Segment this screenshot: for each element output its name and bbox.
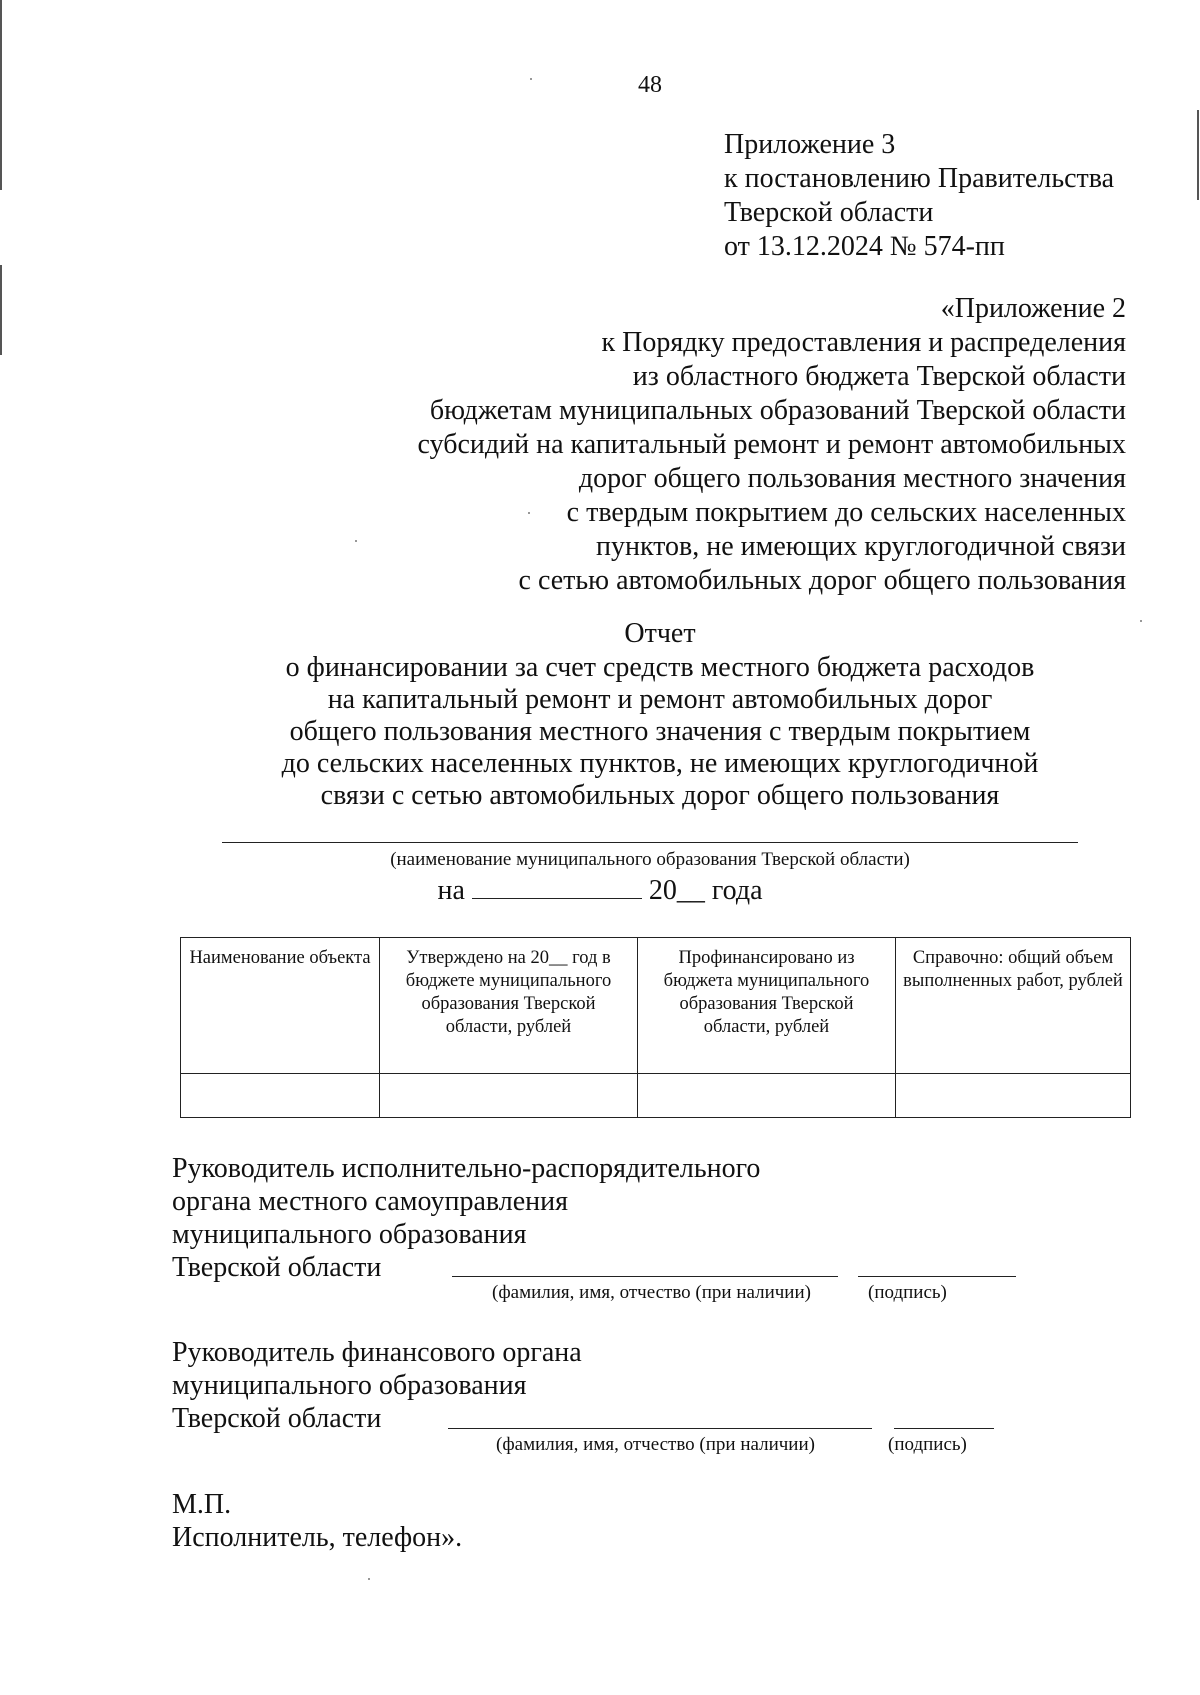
signature-title-line: Тверской области [172, 1403, 382, 1434]
appendix-2-line: субсидий на капитальный ремонт и ремонт автомобильных [417, 429, 1126, 460]
report-subject-line: на капитальный ремонт и ремонт автомобильных дорог [327, 684, 993, 715]
scan-speck [530, 78, 532, 80]
signature-line [894, 1428, 994, 1429]
scan-edge-mark [1197, 110, 1199, 200]
column-header-approved: Утверждено на 20__ год в бюджете муниципального образования Тверской области, рублей [380, 938, 638, 1074]
period-prefix: на [437, 875, 465, 906]
municipality-name-line [222, 842, 1078, 843]
appendix-2-header [418, 292, 1126, 598]
table-cell [896, 1074, 1131, 1118]
footer [172, 1488, 462, 1554]
name-signature-line [448, 1428, 872, 1429]
appendix-2-line: пунктов, не имеющих круглогодичной связи [595, 531, 1126, 562]
signature-caption: (подпись) [868, 1282, 947, 1303]
scan-speck [1140, 620, 1142, 622]
column-header-object-name: Наименование объекта [181, 938, 380, 1074]
table-cell [638, 1074, 896, 1118]
scan-speck [368, 1578, 370, 1580]
seal-mark: М.П. [172, 1489, 232, 1520]
appendix-2-line: к Порядку предоставления и распределения [601, 327, 1126, 358]
signature-title-line: Руководитель финансового органа [172, 1337, 582, 1368]
scan-edge-mark [0, 0, 2, 190]
appendix-2-line: с твердым покрытием до сельских населенных [566, 497, 1126, 528]
signature-line [858, 1276, 1016, 1277]
period-blank [472, 872, 642, 899]
page-number: 48 [638, 72, 662, 98]
report-subject-line: общего пользования местного значения с твердым покрытием [289, 716, 1031, 747]
signature-title-line: муниципального образования [172, 1370, 527, 1401]
signature-block-executive [172, 1152, 760, 1284]
report-subject-line: связи с сетью автомобильных дорог общего пользования [320, 780, 1000, 811]
table-cell [181, 1074, 380, 1118]
report-title: Отчет [624, 618, 696, 649]
report-subject-line: о финансировании за счет средств местного бюджета расходов [285, 652, 1035, 683]
appendix-3-header [724, 128, 1114, 264]
column-header-reference-volume: Справочно: общий объем выполненных работ, рублей [896, 938, 1131, 1074]
name-caption: (фамилия, имя, отчество (при наличии) [492, 1282, 811, 1303]
name-caption: (фамилия, имя, отчество (при наличии) [496, 1434, 815, 1455]
appendix-3-line: от 13.12.2024 № 574-пп [724, 231, 1005, 262]
signature-caption: (подпись) [888, 1434, 967, 1455]
signature-title-line: муниципального образования [172, 1219, 527, 1250]
name-signature-line [452, 1276, 838, 1277]
scan-edge-mark [0, 265, 2, 355]
appendix-3-line: Тверской области [724, 197, 934, 228]
appendix-2-line: дорог общего пользования местного значения [578, 463, 1126, 494]
table-cell [380, 1074, 638, 1118]
report-table [180, 937, 1131, 1118]
signature-title-line: Руководитель исполнительно-распорядительного [172, 1153, 761, 1184]
signature-title-line: органа местного самоуправления [172, 1186, 568, 1217]
appendix-3-line: к постановлению Правительства [724, 163, 1115, 194]
scan-speck [528, 512, 530, 514]
table-row [181, 1074, 1131, 1118]
report-subject-line: до сельских населенных пунктов, не имеющих круглогодичной [281, 748, 1039, 779]
signature-block-finance [172, 1336, 582, 1435]
executor-phone: Исполнитель, телефон». [172, 1522, 463, 1553]
period-suffix: года [711, 875, 763, 906]
appendix-2-line: «Приложение 2 [940, 293, 1126, 324]
appendix-2-line: с сетью автомобильных дорог общего пользования [518, 565, 1126, 596]
report-period [300, 872, 900, 908]
appendix-2-line: из областного бюджета Тверской области [632, 361, 1126, 392]
scan-speck [355, 540, 357, 542]
column-header-financed: Профинансировано из бюджета муниципального образования Тверской области, рублей [638, 938, 896, 1074]
period-year: 20__ [648, 875, 705, 906]
appendix-2-line: бюджетам муниципальных образований Тверской области [429, 395, 1126, 426]
municipality-caption: (наименование муниципального образования Тверской области) [390, 849, 910, 870]
appendix-3-line: Приложение 3 [724, 129, 896, 160]
signature-title-line: Тверской области [172, 1252, 382, 1283]
report-subject [160, 652, 1160, 812]
table-header-row [181, 938, 1131, 1074]
